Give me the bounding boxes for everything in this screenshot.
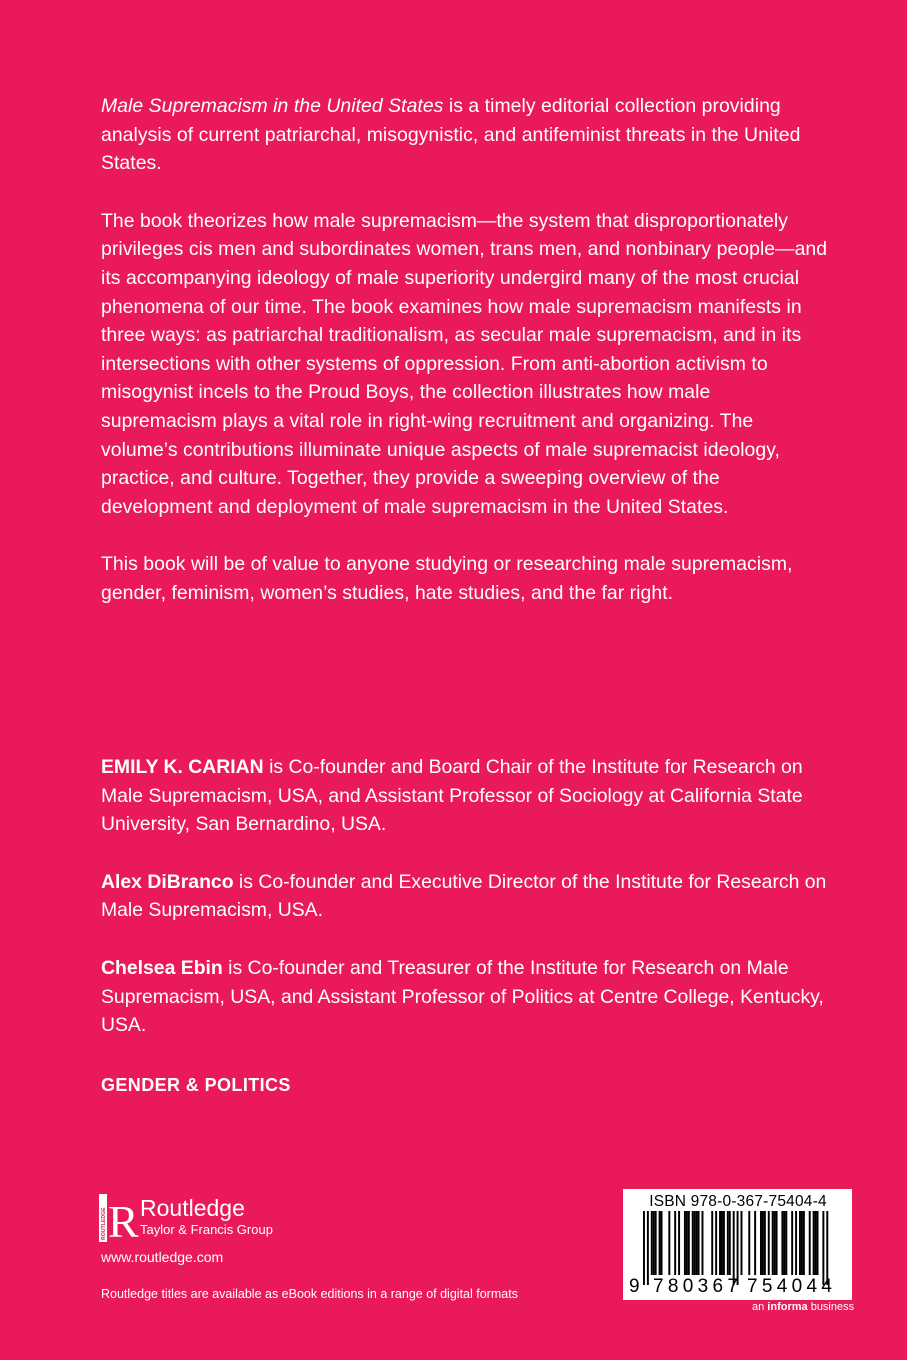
author-bio: [101, 954, 831, 1040]
barcode-bar: [711, 1211, 713, 1275]
author-name: EMILY K. CARIAN: [101, 756, 264, 778]
informa-suffix: business: [807, 1301, 855, 1313]
blurb-paragraph-1: [101, 92, 831, 178]
author-bio-text: is Co-founder and Treasurer of the Institute for Research on Male Supremacism, USA, and Assistant Professor of Politics at Centre College, Kentucky, USA.: [101, 956, 824, 1037]
barcode-bar: [737, 1211, 739, 1285]
publisher-name: Routledge: [140, 1195, 245, 1221]
barcode-bar: [799, 1211, 801, 1275]
blurb: [101, 92, 831, 637]
author-name: Alex DiBranco: [101, 870, 234, 893]
isbn-label: ISBN 978-0-367-75404-4: [649, 1193, 827, 1210]
author-bio: [101, 753, 831, 839]
barcode-bar: [715, 1211, 717, 1275]
barcode-bar: [768, 1211, 770, 1275]
author-bio-text: is Co-founder and Executive Director of the Institute for Research on Male Supremacism, USA.: [101, 870, 827, 922]
blurb-p1-text: is a timely editorial collection providing analysis of current patriarchal, misogynistic, and antifeminist threats in the United States.: [101, 95, 801, 175]
barcode-bar: [760, 1211, 762, 1275]
barcode-bar: [817, 1211, 819, 1275]
barcode-bar: [741, 1211, 743, 1275]
blurb-paragraph-2: The book theorizes how male supremacism—the system that disproportionately privileges cis men and subordinates women, trans men, and nonbinary people—and its accompanying ideology of male superiority undergird many of the most crucial phenomena of our time. The book examines how male supremacism manifests in three ways: as patriarchal traditionalism, as secular male supremacism, and in its intersections with other systems of oppression. From anti-abortion activism to misogynist incels to the Proud Boys, the collection illustrates how male supremacism plays a vital role in right-wing recruitment and organizing. The volume’s contributions illuminate unique aspects of male supremacist ideology, practice, and culture. Together, they provide a sweeping overview of the development and deployment of male supremacism in the United States.: [101, 209, 828, 518]
barcode-bar: [791, 1211, 793, 1275]
routledge-logo-vertical-text: ROUTLEDGE: [101, 1207, 108, 1240]
barcode: [623, 1189, 852, 1300]
barcode-bar: [692, 1211, 694, 1275]
barcode-bar: [795, 1211, 797, 1275]
publisher-url: www.routledge.com: [101, 1249, 224, 1265]
blurb-paragraph-3: This book will be of value to anyone studying or researching male supremacism, gender, feminism, women’s studies, hate studies, and the far right.: [101, 553, 793, 604]
informa-brand: informa: [767, 1301, 808, 1313]
barcode-bar: [762, 1211, 764, 1275]
informa-tagline: [752, 1301, 854, 1313]
barcode-left-digits: 780367: [653, 1276, 743, 1297]
barcode-bar: [813, 1211, 815, 1275]
barcode-bar: [647, 1211, 649, 1285]
barcode-bar: [659, 1211, 661, 1275]
informa-prefix: an: [752, 1301, 768, 1313]
barcode-lead-digit: 9: [629, 1276, 640, 1297]
barcode-bar: [684, 1211, 686, 1275]
barcode-bar: [803, 1211, 805, 1275]
ebook-note: Routledge titles are available as eBook editions in a range of digital formats: [101, 1287, 518, 1301]
barcode-bar: [809, 1211, 811, 1275]
barcode-bar: [686, 1211, 688, 1275]
barcode-bar: [781, 1211, 783, 1275]
subject-category: GENDER & POLITICS: [101, 1075, 291, 1095]
barcode-bar: [826, 1211, 828, 1285]
barcode-bar: [801, 1211, 803, 1275]
barcode-bar: [776, 1211, 778, 1275]
routledge-logo-letter: R: [108, 1196, 139, 1247]
author-bio: [101, 868, 831, 925]
barcode-bar: [661, 1211, 663, 1275]
routledge-logo: [98, 1193, 298, 1247]
barcode-bar: [772, 1211, 774, 1275]
barcode-bar: [754, 1211, 756, 1275]
barcode-bar: [719, 1211, 721, 1275]
barcode-bar: [721, 1211, 723, 1275]
publisher-subtitle: Taylor & Francis Group: [140, 1222, 273, 1237]
barcode-bar: [668, 1211, 670, 1275]
barcode-bar: [727, 1211, 729, 1275]
barcode-bar: [688, 1211, 690, 1275]
barcode-bar: [694, 1211, 696, 1275]
barcode-bar: [643, 1211, 645, 1285]
barcode-bar: [696, 1211, 698, 1275]
barcode-bar: [702, 1211, 704, 1275]
barcode-bar: [783, 1211, 785, 1275]
author-name: Chelsea Ebin: [101, 956, 223, 979]
barcode-bar: [748, 1211, 750, 1275]
barcode-bar: [764, 1211, 766, 1275]
barcode-bar: [655, 1211, 657, 1275]
barcode-bar: [678, 1211, 680, 1275]
barcode-bar: [815, 1211, 817, 1275]
barcode-bar: [723, 1211, 725, 1275]
barcode-bar: [822, 1211, 824, 1285]
barcode-bar: [785, 1211, 787, 1275]
barcode-right-digits: 754044: [747, 1276, 837, 1297]
book-title: Male Supremacism in the United States: [101, 95, 444, 117]
author-bio-text: is Co-founder and Board Chair of the Institute for Research on Male Supremacism, USA, and Assistant Professor of Sociology at California State University, San Bernardino, USA.: [101, 756, 803, 836]
barcode-bar: [651, 1211, 653, 1275]
barcode-bar: [653, 1211, 655, 1275]
barcode-bar: [774, 1211, 776, 1275]
barcode-bar: [674, 1211, 676, 1275]
barcode-bar: [729, 1211, 731, 1275]
routledge-logo-icon: [98, 1193, 139, 1247]
barcode-bar: [733, 1211, 735, 1285]
author-bios: [101, 753, 831, 1069]
barcode-bar: [698, 1211, 700, 1275]
